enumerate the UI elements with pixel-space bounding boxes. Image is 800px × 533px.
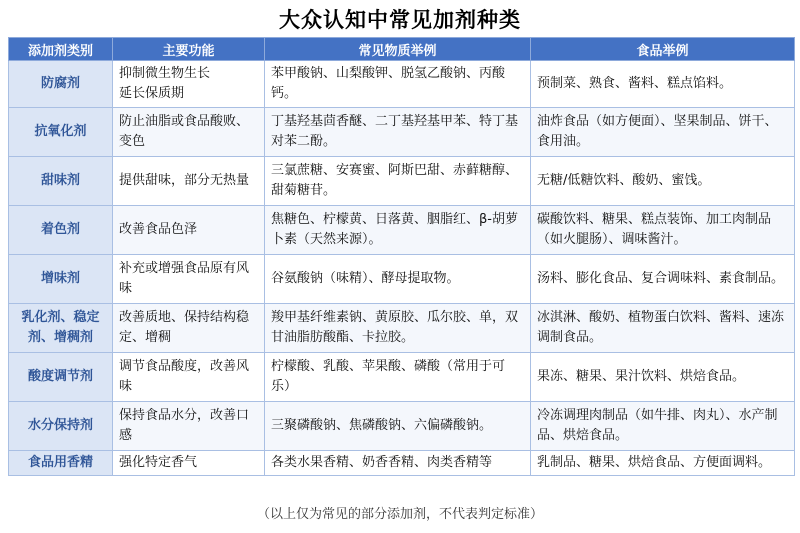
row-substances: 三聚磷酸钠、焦磷酸钠、六偏磷酸钠。 <box>265 402 531 451</box>
row-function: 改善食品色泽 <box>113 206 265 255</box>
row-foods: 碳酸饮料、糖果、糕点装饰、加工肉制品（如火腿肠）、调味酱汁。 <box>531 206 795 255</box>
row-function: 调节食品酸度，改善风味 <box>113 353 265 402</box>
page-title: 大众认知中常见加剂种类 <box>279 7 521 32</box>
table-row <box>9 402 795 451</box>
table-header-row <box>9 38 795 61</box>
row-foods: 乳制品、糖果、烘焙食品、方便面调料。 <box>531 451 795 476</box>
row-category: 抗氧化剂 <box>9 108 113 157</box>
row-function: 强化特定香气 <box>113 451 265 476</box>
row-category: 食品用香精 <box>9 451 113 476</box>
table-row <box>9 157 795 206</box>
row-category: 酸度调节剂 <box>9 353 113 402</box>
row-function: 补充或增强食品原有风味 <box>113 255 265 304</box>
footnote: （以上仅为常见的部分添加剂，不代表判定标准） <box>256 507 543 522</box>
header-category: 添加剂类别 <box>9 38 113 61</box>
row-substances: 三氯蔗糖、安赛蜜、阿斯巴甜、赤藓糖醇、甜菊糖苷。 <box>265 157 531 206</box>
row-substances: 柠檬酸、乳酸、苹果酸、磷酸（常用于可乐） <box>265 353 531 402</box>
row-foods: 油炸食品（如方便面）、坚果制品、饼干、食用油。 <box>531 108 795 157</box>
table-row <box>9 108 795 157</box>
row-function: 防止油脂或食品酸败、变色 <box>113 108 265 157</box>
row-foods: 预制菜、熟食、酱料、糕点馅料。 <box>531 61 795 108</box>
row-foods: 无糖/低糖饮料、酸奶、蜜饯。 <box>531 157 795 206</box>
row-substances: 丁基羟基茴香醚、二丁基羟基甲苯、特丁基对苯二酚。 <box>265 108 531 157</box>
row-foods: 冰淇淋、酸奶、植物蛋白饮料、酱料、速冻调制食品。 <box>531 304 795 353</box>
table-row <box>9 353 795 402</box>
row-function: 提供甜味，部分无热量 <box>113 157 265 206</box>
row-category: 甜味剂 <box>9 157 113 206</box>
row-substances: 焦糖色、柠檬黄、日落黄、胭脂红、β-胡萝卜素（天然来源）。 <box>265 206 531 255</box>
row-category: 水分保持剂 <box>9 402 113 451</box>
row-function <box>113 61 265 108</box>
row-category: 乳化剂、稳定剂、增稠剂 <box>9 304 113 353</box>
row-substances: 羧甲基纤维素钠、黄原胶、瓜尔胶、单，双甘油脂肪酸酯、卡拉胶。 <box>265 304 531 353</box>
row-substances: 苯甲酸钠、山梨酸钾、脱氢乙酸钠、丙酸钙。 <box>265 61 531 108</box>
table-row <box>9 206 795 255</box>
row-foods: 汤料、膨化食品、复合调味料、素食制品。 <box>531 255 795 304</box>
table-row <box>9 61 795 108</box>
row-function: 保持食品水分，改善口感 <box>113 402 265 451</box>
row-category: 着色剂 <box>9 206 113 255</box>
row-category: 防腐剂 <box>9 61 113 108</box>
row-foods: 冷冻调理肉制品（如牛排、肉丸）、水产制品、烘焙食品。 <box>531 402 795 451</box>
row-substances: 谷氨酸钠（味精）、酵母提取物。 <box>265 255 531 304</box>
row-function: 改善质地、保持结构稳定、增稠 <box>113 304 265 353</box>
table-row <box>9 255 795 304</box>
row-substances: 各类水果香精、奶香香精、肉类香精等 <box>265 451 531 476</box>
header-foods: 食品举例 <box>531 38 795 61</box>
row-foods: 果冻、糖果、果汁饮料、烘焙食品。 <box>531 353 795 402</box>
additives-table <box>8 37 795 476</box>
table-row <box>9 451 795 476</box>
row-function-line: 抑制微生物生长 延长保质期 <box>119 66 211 101</box>
row-category: 增味剂 <box>9 255 113 304</box>
header-substances: 常见物质举例 <box>265 38 531 61</box>
table-row <box>9 304 795 353</box>
header-function: 主要功能 <box>113 38 265 61</box>
